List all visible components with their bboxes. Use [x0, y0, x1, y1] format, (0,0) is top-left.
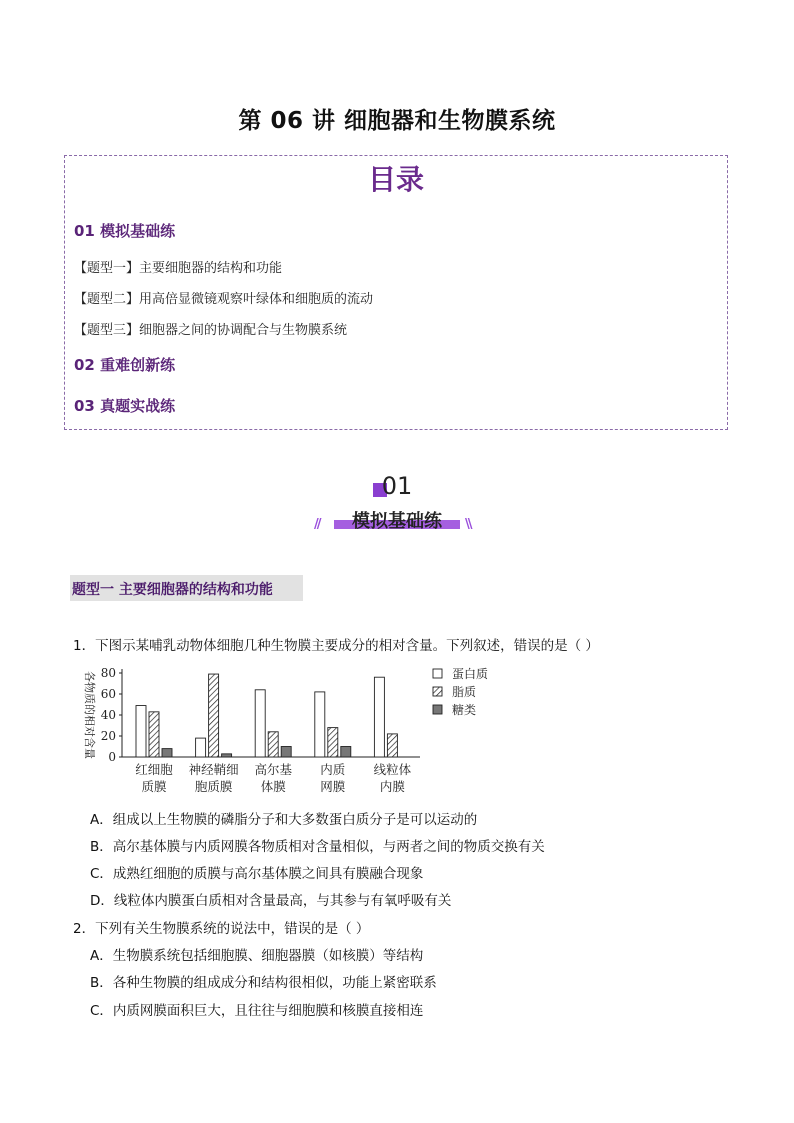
question-1-option-a[interactable]: A．组成以上生物膜的磷脂分子和大多数蛋白质分子是可以运动的 — [90, 812, 478, 828]
x-category-label-2-line1: 高尔基 — [254, 762, 292, 777]
toc-item-type1[interactable]: 【题型一】主要细胞器的结构和功能 — [74, 261, 283, 276]
question-1-stem: 1．下图示某哺乳动物体细胞几种生物膜主要成分的相对含量。下列叙述，错误的是（ ） — [73, 638, 599, 654]
bar-protein-1 — [196, 738, 206, 757]
bar-sugar-3 — [341, 747, 351, 758]
y-tick-label-1: 20 — [100, 729, 116, 743]
legend-swatch-0 — [433, 669, 442, 678]
bar-lipid-2 — [268, 732, 278, 757]
bar-lipid-0 — [149, 712, 159, 757]
x-category-label-0-line1: 红细胞 — [135, 762, 173, 777]
x-category-label-3-line1: 内质 — [320, 762, 346, 777]
bar-lipid-1 — [209, 674, 219, 757]
x-category-label-4-line2: 内膜 — [379, 779, 405, 794]
toc-section-2[interactable]: 02 重难创新练 — [74, 356, 176, 374]
bar-sugar-1 — [222, 754, 232, 757]
question-2-stem: 2．下列有关生物膜系统的说法中，错误的是（ ） — [73, 921, 370, 937]
toc-item-type3[interactable]: 【题型三】细胞器之间的协调配合与生物膜系统 — [74, 323, 348, 338]
x-category-label-1-line2: 胞质膜 — [194, 779, 233, 794]
x-category-label-0-line2: 质膜 — [141, 779, 167, 794]
bar-protein-0 — [136, 706, 146, 757]
x-category-label-3-line2: 网膜 — [320, 779, 346, 794]
bar-protein-2 — [255, 690, 265, 757]
type-heading: 题型一 主要细胞器的结构和功能 — [72, 582, 273, 598]
legend-swatch-1 — [433, 687, 442, 696]
bar-lipid-3 — [328, 728, 338, 757]
toc-heading: 目录 — [367, 163, 424, 196]
legend-label-0: 蛋白质 — [452, 667, 489, 681]
question-1-option-c[interactable]: C．成熟红细胞的质膜与高尔基体膜之间具有膜融合现象 — [90, 866, 424, 882]
x-category-label-1-line1: 神经鞘细 — [188, 762, 239, 777]
toc-section-1[interactable]: 01 模拟基础练 — [74, 222, 176, 240]
table-of-contents — [64, 155, 728, 430]
toc-item-type2[interactable]: 【题型二】用高倍显微镜观察叶绿体和细胞质的流动 — [74, 292, 374, 307]
y-tick-label-2: 40 — [100, 708, 116, 722]
y-tick-label-4: 80 — [100, 666, 116, 680]
slash-right-decoration: \\ — [465, 517, 471, 532]
bar-lipid-4 — [387, 734, 397, 757]
legend-label-2: 糖类 — [452, 703, 477, 717]
x-category-label-4-line1: 线粒体 — [373, 762, 412, 777]
y-tick-label-3: 60 — [100, 687, 116, 701]
x-category-label-2-line2: 体膜 — [260, 779, 286, 794]
question-2-option-b[interactable]: B．各种生物膜的组成成分和结构很相似，功能上紧密联系 — [90, 975, 437, 991]
question-1-option-b[interactable]: B．高尔基体膜与内质网膜各物质相对含量相似，与两者之间的物质交换有关 — [90, 839, 545, 855]
question-2-option-c[interactable]: C．内质网膜面积巨大，且往往与细胞膜和核膜直接相连 — [90, 1003, 424, 1019]
membrane-composition-chart — [72, 658, 512, 800]
toc-section-3[interactable]: 03 真题实战练 — [74, 397, 176, 415]
section-badge-label: 模拟基础练 — [352, 511, 442, 532]
bar-protein-4 — [374, 677, 384, 757]
bar-sugar-0 — [162, 749, 172, 757]
legend-swatch-2 — [433, 705, 442, 714]
bar-protein-3 — [315, 692, 325, 757]
y-tick-label-0: 0 — [108, 750, 116, 764]
question-1-option-d[interactable]: D．线粒体内膜蛋白质相对含量最高，与其参与有氧呼吸有关 — [90, 893, 452, 909]
y-axis-label: 各物质的相对含量 — [83, 671, 96, 759]
section-badge-number: 01 — [381, 472, 413, 500]
question-2-option-a[interactable]: A．生物膜系统包括细胞膜、细胞器膜（如核膜）等结构 — [90, 948, 424, 964]
slash-left-decoration: // — [314, 517, 320, 532]
bar-sugar-2 — [281, 747, 291, 758]
document-title: 第 06 讲 细胞器和生物膜系统 — [238, 108, 556, 134]
legend-label-1: 脂质 — [452, 685, 477, 699]
